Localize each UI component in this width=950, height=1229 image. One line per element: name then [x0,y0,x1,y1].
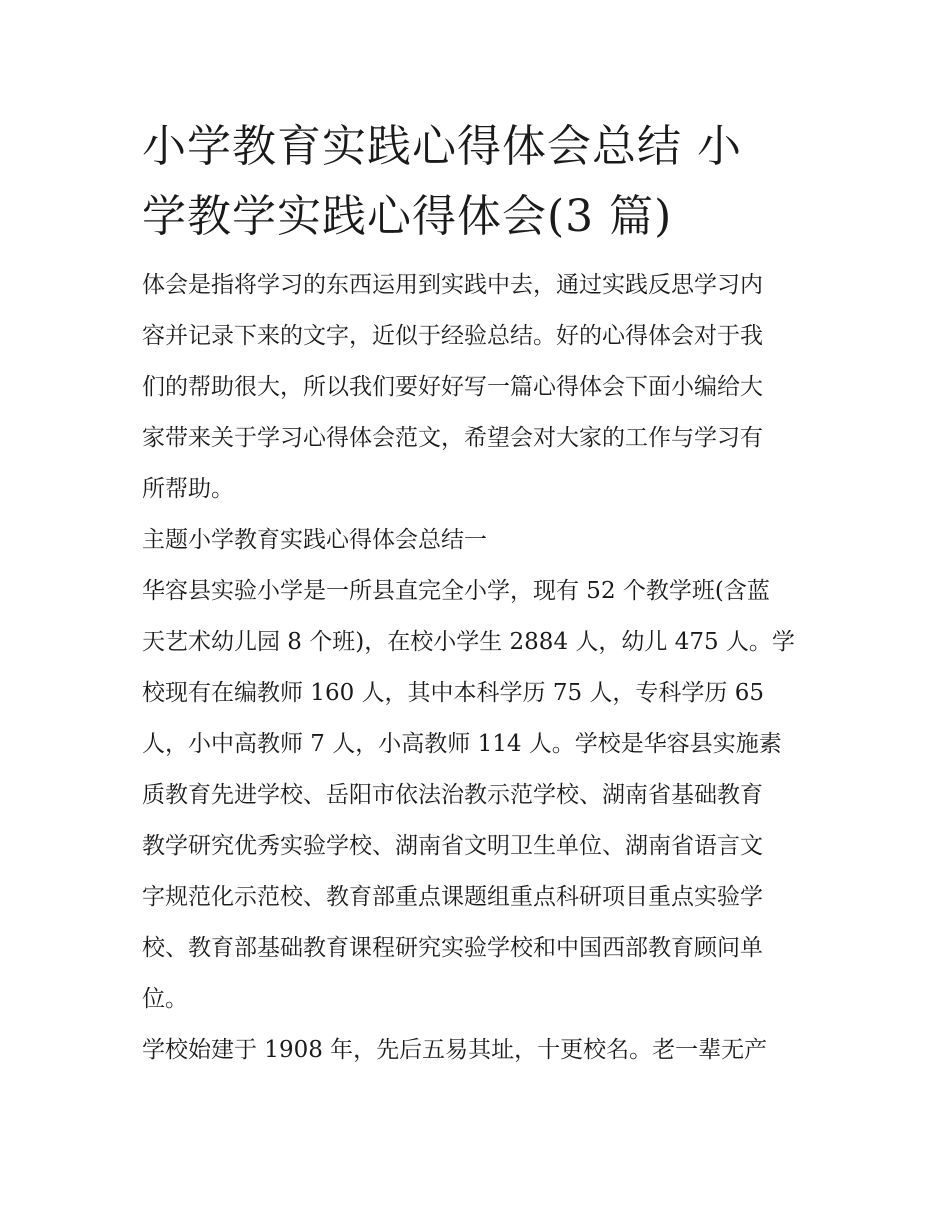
intro-line: 所帮助。 [142,476,234,502]
section-heading: 主题小学教育实践心得体会总结一 [142,527,487,553]
body-line: 学校始建于 1908 年，先后五易其址，十更校名。老一辈无产 [142,1037,768,1063]
intro-line: 容并记录下来的文字，近似于经验总结。好的心得体会对于我 [142,323,763,349]
body-line: 字规范化示范校、教育部重点课题组重点科研项目重点实验学 [142,884,763,910]
body-line: 质教育先进学校、岳阳市依法治教示范学校、湖南省基础教育 [142,782,763,808]
body-line: 人，小中高教师 7 人，小高教师 114 人。学校是华容县实施素 [142,731,782,757]
school-intro-paragraph [142,566,814,1025]
body-line: 校、教育部基础教育课程研究实验学校和中国西部教育顾问单 [142,935,763,961]
body-line: 教学研究优秀实验学校、湖南省文明卫生单位、湖南省语言文 [142,833,763,859]
body-line: 位。 [142,986,188,1012]
intro-line: 们的帮助很大，所以我们要好好写一篇心得体会下面小编给大 [142,374,763,400]
body-line: 校现有在编教师 160 人，其中本科学历 75 人，专科学历 65 [142,680,764,706]
title-line-1: 小学教育实践心得体会总结 小 [142,121,742,172]
document-title [142,112,814,252]
body-line: 天艺术幼儿园 8 个班)，在校小学生 2884 人，幼儿 475 人。学 [142,629,795,655]
intro-paragraph [142,260,814,515]
title-line-2: 学教学实践心得体会(3 篇) [142,191,673,242]
history-paragraph [142,1025,814,1076]
intro-line: 体会是指将学习的东西运用到实践中去，通过实践反思学习内 [142,272,763,298]
body-line: 华容县实验小学是一所县直完全小学，现有 52 个教学班(含蓝 [142,578,770,604]
section-heading-paragraph [142,515,814,566]
document-page [142,112,814,1076]
intro-line: 家带来关于学习心得体会范文，希望会对大家的工作与学习有 [142,425,763,451]
